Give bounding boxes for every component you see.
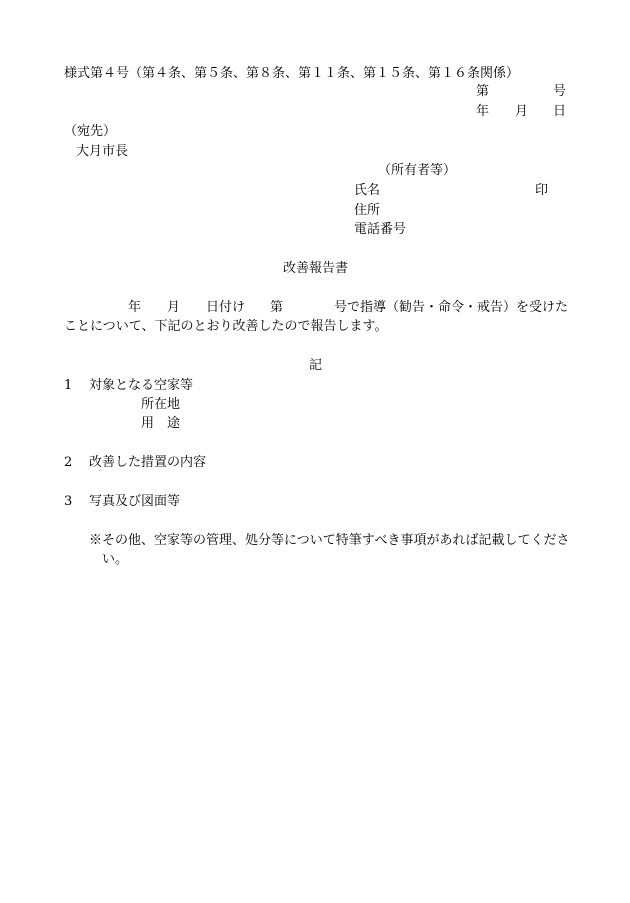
- ki-heading: 記: [309, 358, 323, 373]
- note-line1: ※その他、空家等の管理、処分等について特筆すべき事項があれば記載してくださ: [89, 533, 570, 548]
- note-line2: い。: [102, 552, 129, 567]
- item-number: 1: [64, 378, 73, 393]
- item-label: 対象となる空家等: [89, 378, 194, 393]
- seal-mark: 印: [535, 183, 549, 198]
- body-number-prefix: 第: [270, 300, 284, 315]
- body-month: 月: [167, 300, 181, 315]
- item-number: 3: [64, 494, 73, 509]
- number-suffix: 号: [553, 84, 567, 99]
- body-line2: ことについて、下記のとおり改善したので報告します。: [64, 319, 388, 334]
- item-label: 改善した措置の内容: [89, 455, 207, 470]
- number-prefix: 第: [476, 84, 490, 99]
- addressee-label: （宛先）: [64, 124, 117, 139]
- date-month: 月: [515, 104, 529, 119]
- item-sub-location: 所在地: [141, 397, 181, 412]
- date-year: 年: [476, 104, 490, 119]
- document-title: 改善報告書: [283, 261, 349, 276]
- body-day: 日付け: [206, 300, 246, 315]
- owner-address-label: 住所: [354, 203, 381, 218]
- owner-name-label: 氏名: [354, 183, 381, 198]
- owner-phone-label: 電話番号: [354, 222, 407, 237]
- item-number: 2: [64, 455, 73, 470]
- item-sub-usage: 用 途: [141, 416, 181, 431]
- owner-label: （所有者等）: [378, 163, 457, 178]
- body-line1-rest: 号で指導（勧告・命令・戒告）を受けた: [334, 300, 569, 315]
- body-year: 年: [128, 300, 142, 315]
- form-title: 様式第４号（第４条、第５条、第８条、第１１条、第１５条、第１６条関係）: [64, 66, 520, 81]
- date-day: 日: [553, 104, 567, 119]
- item-label: 写真及び図面等: [89, 494, 181, 509]
- addressee-name: 大月市長: [76, 144, 129, 159]
